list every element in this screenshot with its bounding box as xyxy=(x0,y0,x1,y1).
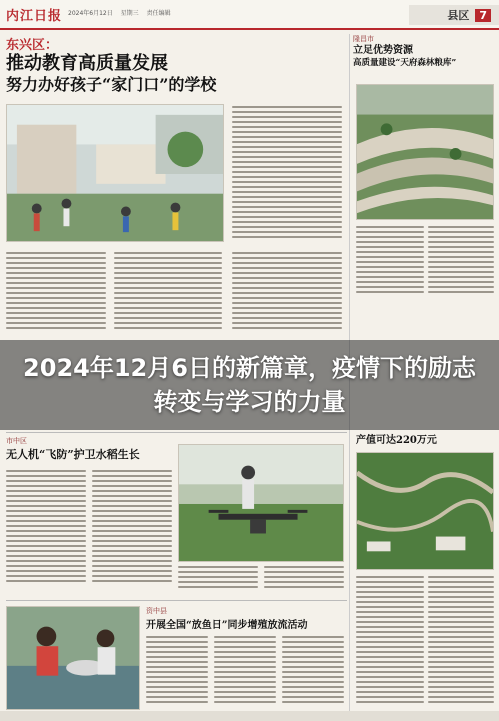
bottom-article-header xyxy=(146,606,346,631)
bottom-article-kicker: 资中县 xyxy=(146,607,167,615)
page-number: 7 xyxy=(475,9,491,22)
main-article-text-col-3 xyxy=(114,252,222,332)
newspaper-logo: 内江日报 xyxy=(6,9,63,24)
main-article-headline-2: 努力办好孩子“家门口”的学校 xyxy=(6,75,217,94)
left-mid-article-text-col-1 xyxy=(6,470,86,585)
bottom-bar xyxy=(0,711,499,721)
right-article-header xyxy=(353,34,493,70)
right-mid-article-header xyxy=(356,434,494,447)
main-article-headline-1: 推动教育高质量发展 xyxy=(6,53,168,74)
right-article-text-col-1 xyxy=(356,226,424,296)
left-mid-article-text-col-3 xyxy=(178,566,258,591)
drone-photo xyxy=(178,444,344,562)
bottom-article-headline: 开展全国“放鱼日”同步增殖放流活动 xyxy=(146,620,308,631)
fish-release-photo xyxy=(6,606,140,710)
section-rule xyxy=(6,432,347,433)
right-mid-article-headline: 产值可达220万元 xyxy=(356,435,437,446)
section-tag xyxy=(409,5,499,25)
date-line xyxy=(68,8,177,17)
school-photo xyxy=(6,104,224,242)
main-article-text-col-4 xyxy=(232,252,342,332)
left-mid-article-headline: 无人机“飞防”护卫水稻生长 xyxy=(6,448,140,461)
left-mid-article-text-col-2 xyxy=(92,470,172,585)
left-mid-article-text-col-4 xyxy=(264,566,344,591)
masthead xyxy=(0,0,499,30)
right-article-headline-2: 高质量建设“天府森林粮库” xyxy=(353,58,457,68)
main-article-text-col-2 xyxy=(6,252,106,332)
main-article-text-col-1 xyxy=(232,106,342,241)
right-article-headline-1: 立足优势资源 xyxy=(353,45,413,56)
main-article-header xyxy=(6,34,347,95)
orchard-photo xyxy=(356,452,494,570)
right-article-text-col-2 xyxy=(428,226,494,296)
section-name: 县区 xyxy=(447,9,470,22)
right-mid-article-text-col-2 xyxy=(428,576,494,706)
right-mid-article-text-col-1 xyxy=(356,576,424,706)
issue-weekday: 星期三 xyxy=(120,10,139,17)
left-mid-article-kicker: 市中区 xyxy=(6,437,27,445)
editor-label: 责任编辑 xyxy=(146,10,171,17)
bottom-article-text-col-2 xyxy=(214,636,276,706)
right-article-kicker: 隆昌市 xyxy=(353,35,374,43)
terrace-photo xyxy=(356,84,494,220)
issue-date: 2024年6月12日 xyxy=(68,10,113,17)
section-rule-bottom xyxy=(6,600,347,601)
title-overlay-banner xyxy=(0,340,499,430)
main-article-kicker: 东兴区： xyxy=(6,38,59,53)
bottom-article-text-col-3 xyxy=(282,636,344,706)
bottom-article-text-col-1 xyxy=(146,636,208,706)
overlay-title: 2024年12月6日的新篇章，疫情下的励志转变与学习的力量 xyxy=(23,354,476,416)
